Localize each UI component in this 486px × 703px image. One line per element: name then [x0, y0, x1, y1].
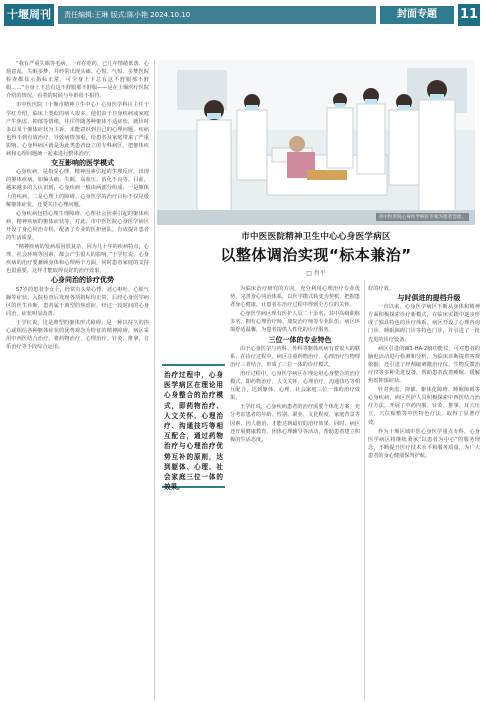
paragraph: 王学红说，心身疾病患者的治疗需要个体化方案，充分考虑患者的年龄、性别、职业、文化程度、家庭背景等因素，因人施治，才能达到最好的治疗效果。同时，病区还开展健康教育、团体心理辅导等活动，帮助患者建立积极的生活态度。 [230, 404, 360, 443]
paragraph: 为临床治疗研究的方向。充分利用心理治疗专业优势，完善身心同治体系，以医学模式转变为契机，把握患者身心健康，让患者在治疗过程中得到全方位的关怀。 [230, 286, 360, 309]
headline-block [157, 230, 475, 277]
masthead: 十堰周刊 [4, 4, 54, 26]
article-photo [157, 60, 475, 225]
subheading: 与时俱进的提档升级 [397, 294, 461, 303]
paragraph: 王学红说，这是典型的躯体形式障碍，是一种以持久的担心或相信各种躯体症状的优势观念为特征的精神障碍。病区采用中西医结合治疗，将药物治疗、心理治疗、针灸、推拿、音乐治疗等手段综合运用。 [6, 319, 149, 351]
subheading: 三位一体的专业特色 [268, 335, 332, 344]
paragraph: 心身疾病，是指受心理、精神因素引起的生理反应，出现的躯体疾病。如偏头痛、失眠、高血压、消化不良等。目前，越来越多的人认识到，心身疾病一般由两部分组成，一是躯体上的疾病，二是心理上的障碍。心身医学的治疗目标不仅是缓解躯体症状，还要关注心理问题。 [6, 169, 149, 208]
paragraph: 病区引进的W1-HA-2脑功能仪，可对患者的脑电活动进行检测和分析，为临床诊断提供客观依据；还引进了经颅磁刺激治疗仪、生物反馈治疗仪等多种先进设备，帮助患者改善睡眠、缓解焦虑抑郁症状。 [368, 345, 480, 385]
subheading: 交互影响的医学模式 [51, 159, 114, 168]
pull-quote: 治疗过程中，心身医学病区在理论用心身整合的治疗模式，即药物治疗、人文关怀、心理治疗、沟通技巧等相互配合，通过药物治疗与心理治疗优势互补的原则，达到躯体、心理、社会家庭三位一体的效果。 [162, 364, 225, 488]
paragraph: 由于心身医学与内科、外科等躯体疾病有着很大的联系，在诊疗过程中，病区注重药物治疗、心理治疗与物理治疗三者结合，形成了三位一体的诊疗模式。 [230, 345, 360, 368]
paragraph: “我有严重失眠等毛病，一直在吃药，已几年情绪低落、心烦意乱、失眠多梦，并经常出现头痛、心慌、气短、多梦医院检查都显示指标正常，可全身上下总有这不舒服那不舒服……”全身上下总有这不舒服那不舒服——是在土堰医疗医院介绍的情况，看着的时候与年龄很不相符。 [6, 61, 149, 100]
page-number: 11 [458, 4, 480, 26]
paragraph: 作为十堰区域中医心身医学重点专科，心身医学病区将继续秉承“以患者为中心”的服务理念，不断提升医疗技术水平和服务质量，为广大患者的身心健康保驾护航。 [368, 428, 480, 459]
photo-caption: 市中医医院心身医学病区专家为患者会诊。 [376, 213, 469, 221]
paragraph: 针对焦虑、抑郁、躯体化障碍、睡眠障碍等心身疾病，病区医护人员积极探索中西医结合治疗方法，开展了中药内服、针灸、推拿、耳穴压豆、穴位贴敷等中医特色疗法，取得了显著疗效。 [368, 387, 480, 426]
editor-line: 责任编辑:王琳 版式:陈小艳 2024.10.10 [58, 6, 376, 24]
headline: 以整体调治实现“标本兼治” [220, 246, 412, 264]
byline: □ 肖平 [306, 270, 326, 277]
page-header [0, 0, 486, 30]
column-divider [364, 280, 365, 700]
paragraph: 治疗过程中，心身医学病区在理论用心身整合的治疗模式，即药物治疗、人文关怀、心理治疗、沟通技巧等相互配合，达到躯体、心理、社会家庭三位一体的治疗效果。 [230, 370, 360, 402]
left-column [6, 60, 149, 700]
paragraph: 心身医学病区现有医护人员二十余名，其中高级职称多名，拥有心理治疗师、康复治疗师等专业队伍。病区环境舒适温馨，为患者提供人性化的诊疗服务。 [230, 311, 360, 334]
paragraph: 一直以来，心身医学病区不断从身体和精神方面积极探索诊疗新模式，在临床实践中逐步形成了独具特色的诊疗体系。病区开设了心理咨询门诊、睡眠障碍门诊等特色门诊，并引进了一批先进的诊疗设备。 [368, 304, 480, 343]
paragraph: 好的疗效。 [368, 286, 394, 292]
paragraph: 57岁的患者李女士，经常有头晕心悸、恶心呕吐、心烦气躁等症状，入院检查后发现各项指标均正常，后经心身医学病区的医生诊断，患者属于典型的焦虑症，经过一段时间的心身同治，症状明显改善。 [6, 286, 149, 317]
medical-team-photo [157, 60, 475, 225]
paragraph: 市中医医院（十堰市精神卫生中心）心身医学科区主任于学红介绍，临床上类似的病人很多。他们由于自身疾病或家庭产生焦虑、抑郁等情绪，往往伴随各种躯体不适症状，就诊时多以某个躯体症状为主诉，未能意识到自己的心理问题，疾病也得不到有效治疗，导致病情加重，给患者及家庭带来了严重影响。心身科病区就是为此类患者设立的专科病区，把躯体疾病和心理问题统一起来进行整体治疗。 [6, 102, 149, 158]
subheading: 心身同治的诊疗优势 [51, 276, 114, 285]
paragraph: 心身疾病包括心理生理障碍、心理社会因素引起的躯体疾病、精神疾病的躯体症状等。对此，市中医医院心身医学病区开设了身心同治专科，配备了专业的医护团队，有效提升患者的生活质量。 [6, 210, 149, 241]
column-divider [154, 60, 155, 700]
paragraph: “精神疾病的发病原因很复杂，因为几十年的疾病特点，心理、社会环境等因素，都会产生很大的影响。”于学红说，心身疾病的治疗要兼顾身体和心理两个方面，同时患者家庭的支持也很重要，这样才能取得良好的治疗效果。 [6, 244, 149, 275]
middle-column [230, 285, 360, 700]
section-title: 封面专题 [380, 6, 454, 24]
right-column [368, 285, 480, 700]
kicker: 市中医医院精神卫生中心心身医学病区 [241, 232, 391, 242]
